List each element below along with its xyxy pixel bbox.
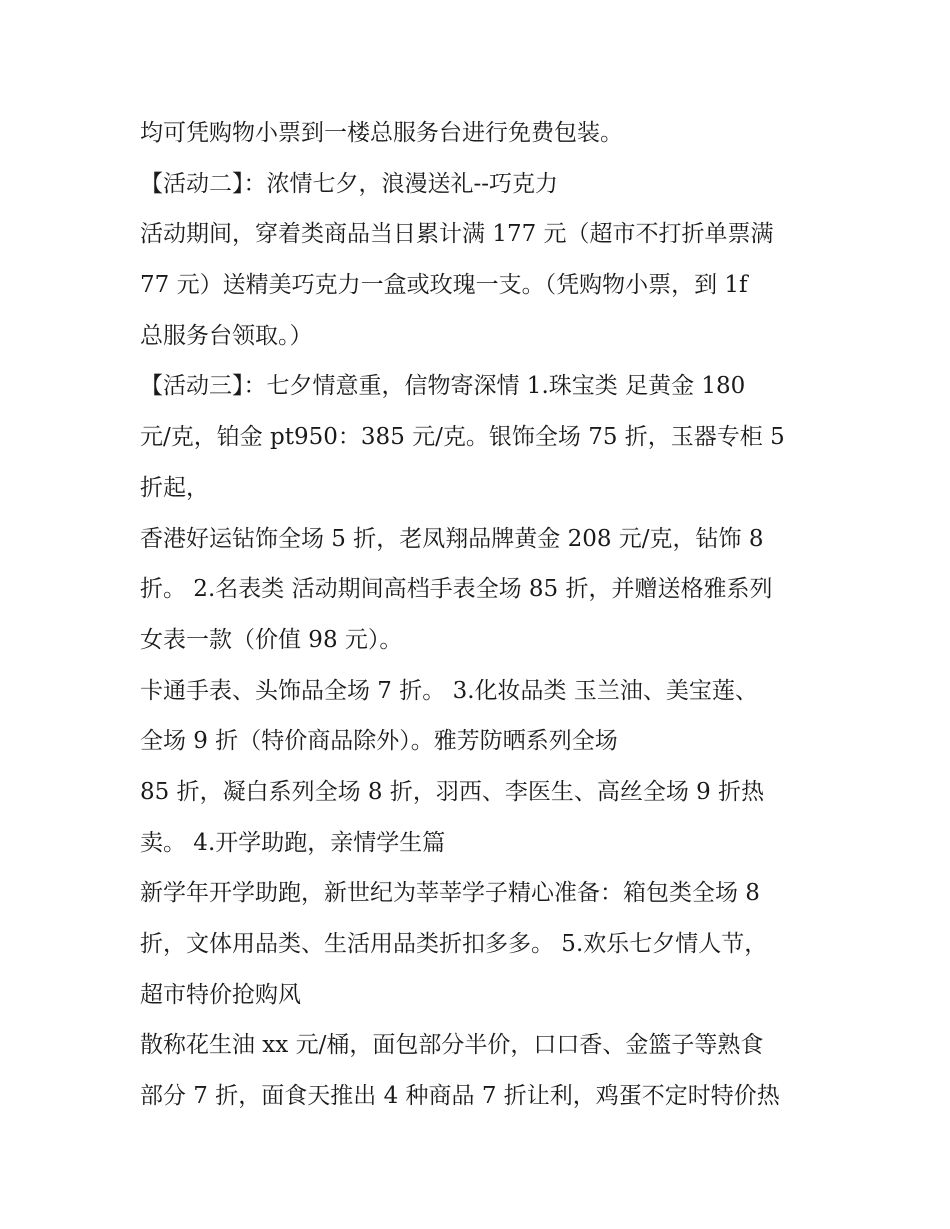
text-line: 折。 2.名表类 活动期间高档手表全场 85 折，并赠送格雅系列 [140,576,773,603]
text-line: 折，文体用品类、生活用品类折扣多多。 5.欢乐七夕情人节， [140,931,768,957]
text-line: 女表一款（价值 98 元）。 [140,626,403,653]
text-line: 卡通手表、头饰品全场 7 折。 3.化妆品类 玉兰油、美宝莲、 [140,677,758,704]
text-line: 总服务台领取。） [140,322,313,349]
text-line: 全场 9 折（特价商品除外）。雅芳防晒系列全场 [140,728,618,755]
document-body [140,108,820,1122]
text-line: 85 折，凝白系列全场 8 折，羽西、李医生、高丝全场 9 折热 [140,778,765,805]
text-line: 散称花生油 xx 元/桶，面包部分半价，口口香、金篮子等熟食 [140,1032,764,1059]
text-line: 卖。 4.开学助跑，亲情学生篇 [140,829,446,856]
text-line: 香港好运钻饰全场 5 折，老凤翔品牌黄金 208 元/克，钻饰 8 [140,525,764,552]
text-line: 元/克，铂金 pt950：385 元/克。银饰全场 75 折，玉器专柜 5 [140,424,785,451]
text-line: 折起， [140,474,209,501]
text-line: 【活动三】：七夕情意重，信物寄深情 1.珠宝类 足黄金 180 [140,373,746,400]
text-line: 部分 7 折，面食天推出 4 种商品 7 折让利，鸡蛋不定时特价热 [140,1083,780,1110]
text-line: 均可凭购物小票到一楼总服务台进行免费包装。 [140,120,623,146]
text-line: 超市特价抢购风 [140,981,301,1008]
text-line: 77 元）送精美巧克力一盒或玫瑰一支。（凭购物小票，到 1f [140,272,748,299]
text-line: 活动期间，穿着类商品当日累计满 177 元（超市不打折单票满 [140,221,774,248]
text-line: 【活动二】：浓情七夕，浪漫送礼--巧克力 [140,170,559,197]
text-line: 新学年开学助跑，新世纪为莘莘学子精心准备：箱包类全场 8 [140,880,760,907]
